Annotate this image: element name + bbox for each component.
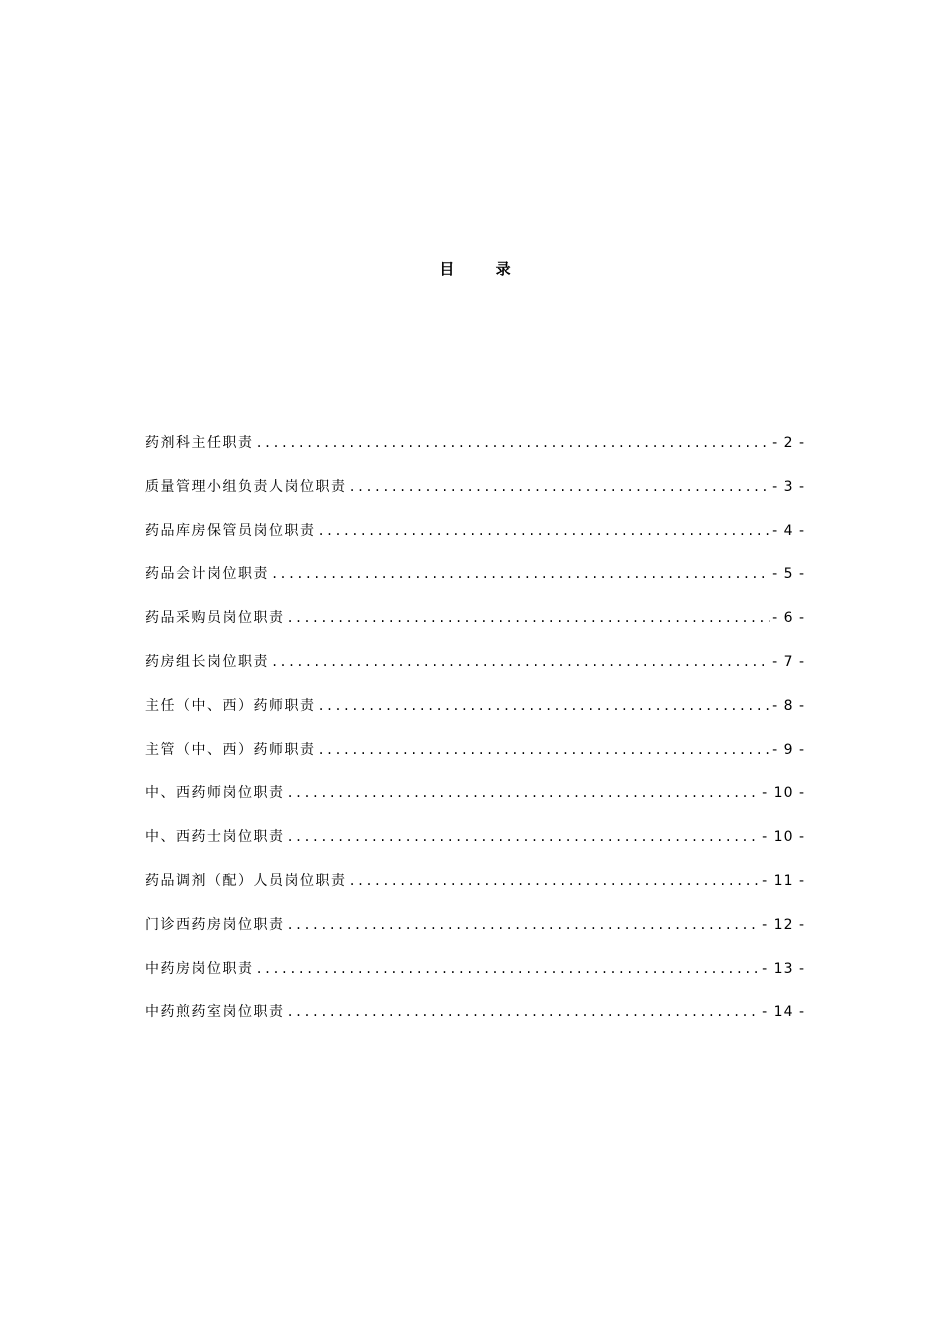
toc-entry-page: - 4 - <box>772 522 805 539</box>
toc-dot-leader <box>318 521 771 541</box>
toc-entry-label: 主管（中、西）药师职责 <box>145 741 316 758</box>
toc-entry-label: 中药房岗位职责 <box>145 960 254 977</box>
toc-entry-label: 药房组长岗位职责 <box>145 653 269 670</box>
toc-entry[interactable] <box>145 477 805 521</box>
toc-entry-page: - 3 - <box>772 478 805 495</box>
toc-entry-label: 药品会计岗位职责 <box>145 566 269 583</box>
toc-dot-leader <box>349 871 761 891</box>
toc-entry-page: - 13 - <box>762 960 805 977</box>
toc-entry-label: 中、西药士岗位职责 <box>145 829 285 846</box>
toc-entry-label: 药品库房保管员岗位职责 <box>145 522 316 539</box>
toc-entry[interactable] <box>145 521 805 565</box>
toc-dot-leader <box>271 652 770 672</box>
toc-dot-leader <box>287 783 761 803</box>
toc-entry[interactable] <box>145 871 805 915</box>
toc-entry-page: - 14 - <box>762 1004 805 1021</box>
toc-entry[interactable] <box>145 740 805 784</box>
toc-dot-leader <box>271 564 770 584</box>
toc-entry-page: - 2 - <box>772 435 805 451</box>
toc-dot-leader <box>287 915 761 935</box>
toc-entry-label: 门诊西药房岗位职责 <box>145 916 285 933</box>
toc-entry-page: - 12 - <box>762 916 805 933</box>
toc-entry-page: - 8 - <box>772 697 805 714</box>
toc-entry[interactable] <box>145 652 805 696</box>
toc-entry-label: 药剂科主任职责 <box>145 435 254 451</box>
toc-entry-label: 质量管理小组负责人岗位职责 <box>145 478 347 495</box>
toc-entry-page: - 11 - <box>762 872 805 889</box>
toc-entry[interactable] <box>145 564 805 608</box>
toc-entry-page: - 5 - <box>772 566 805 583</box>
toc-entry-page: - 6 - <box>772 610 805 627</box>
toc-entry[interactable] <box>145 959 805 1003</box>
toc-dot-leader <box>349 477 771 497</box>
toc-entry-page: - 9 - <box>772 741 805 758</box>
toc-entry[interactable] <box>145 696 805 740</box>
toc-entry[interactable] <box>145 915 805 959</box>
toc-entry[interactable] <box>145 433 805 477</box>
toc-dot-leader <box>256 959 761 979</box>
toc-entry[interactable] <box>145 608 805 652</box>
toc-dot-leader <box>318 696 771 716</box>
toc-title: 目 录 <box>439 260 529 278</box>
toc-entry[interactable] <box>145 783 805 827</box>
toc-dot-leader <box>256 433 771 453</box>
toc-entry-label: 药品采购员岗位职责 <box>145 610 285 627</box>
toc-entry[interactable] <box>145 827 805 871</box>
toc-entry-label: 中药煎药室岗位职责 <box>145 1004 285 1021</box>
toc-entry-label: 药品调剂（配）人员岗位职责 <box>145 872 347 889</box>
toc-dot-leader <box>318 740 771 760</box>
toc-entry[interactable] <box>145 1002 805 1046</box>
toc-list <box>145 433 805 1046</box>
toc-entry-label: 中、西药师岗位职责 <box>145 785 285 802</box>
toc-entry-label: 主任（中、西）药师职责 <box>145 697 316 714</box>
toc-entry-page: - 7 - <box>772 653 805 670</box>
toc-dot-leader <box>287 1002 761 1022</box>
toc-dot-leader <box>287 608 771 628</box>
toc-entry-page: - 10 - <box>762 785 805 802</box>
toc-entry-page: - 10 - <box>762 829 805 846</box>
toc-dot-leader <box>287 827 761 847</box>
